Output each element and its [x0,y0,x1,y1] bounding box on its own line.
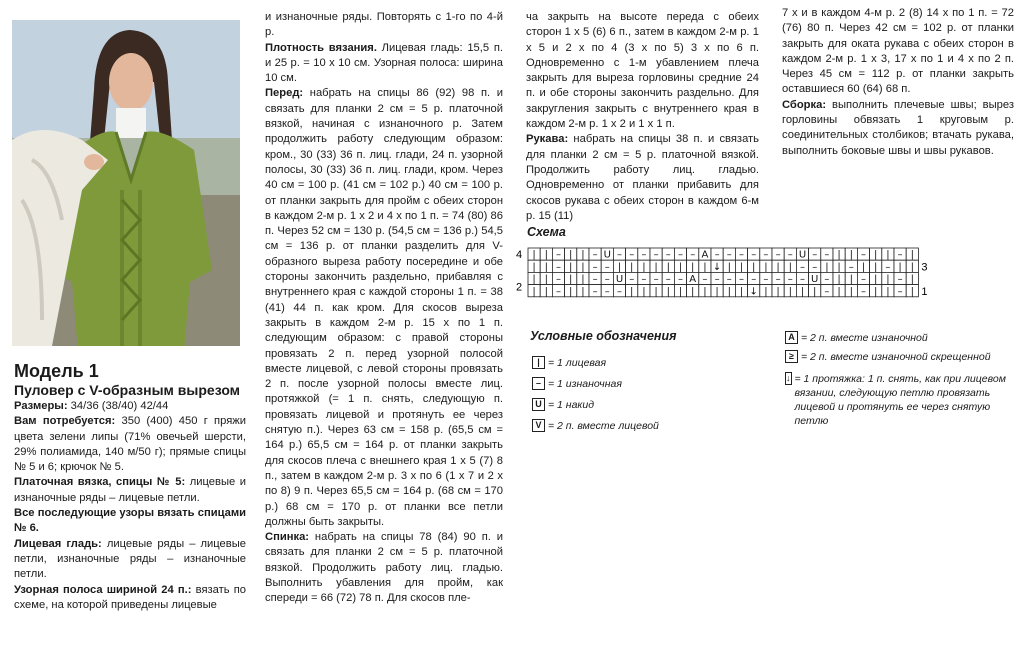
column-4 [782,6,1014,159]
paragraph-label: Рукава: [526,133,569,146]
chart-cell-symbol: – [604,274,610,286]
chart-cell-symbol: – [763,249,769,261]
chart-cell-symbol: – [641,249,647,261]
legend-symbol: ≥ [785,350,798,363]
chart-cell-symbol: – [885,261,891,273]
chart-cell-symbol: | [715,286,719,298]
chart-cell-symbol: | [678,286,683,298]
legend-item [785,350,991,363]
chart-cell-symbol: – [751,249,757,261]
chart-cell-symbol: | [764,261,768,273]
chart-cell-symbol: | [886,274,890,286]
chart-cell-symbol: | [532,274,536,286]
chart-cell-symbol: – [556,261,561,273]
chart-cell-symbol: – [678,249,683,261]
chart-cell-symbol: ↓ [712,261,722,273]
paragraph-text: 350 (400) 450 г пряжи цвета зелени липы (71% овечьей шерсти, 29% полиамида, 140 м/50 г); прямые спицы № 5 и 6; крючок № 5. [14,415,246,474]
chart-cell-symbol: | [837,274,841,286]
chart-cell-symbol: | [642,286,646,298]
chart-cell-symbol: | [691,286,695,298]
chart-cell-symbol: | [581,261,585,273]
legend-text: = 1 накид [548,398,595,411]
paragraph-label: Перед: [265,87,304,100]
chart-cell-symbol: | [886,286,890,298]
chart-cell-symbol: | [764,286,768,298]
chart-cell-symbol: | [739,261,744,273]
paragraph-text: 34/36 (38/40) 42/44 [67,400,169,412]
chart-row-label: 3 [921,261,928,274]
paragraph [526,10,759,132]
chart-cell-symbol: | [910,274,914,286]
chart-cell-symbol: – [787,249,793,261]
chart-cell-symbol: | [544,274,548,286]
chart-cell-symbol: | [874,274,878,286]
paragraph [14,537,246,583]
chart-cell-symbol: U [603,249,611,261]
chart-cell-symbol: | [837,249,841,261]
paragraph-text: Лицевая гладь: 15,5 п. и 25 р. = 10 х 10 см. Узорная полоса: ширина 10 см. [265,41,503,85]
chart-cell-symbol: – [617,249,622,261]
chart-cell-symbol: U [798,249,807,261]
chart-cell-symbol: | [532,286,536,298]
chart-cell-symbol: – [787,274,793,286]
paragraph-text: лицевые и изнаночные ряды – лицевые петли. [14,476,246,504]
chart-cell-symbol: – [592,286,598,298]
legend-symbol: ↓ [786,373,791,383]
legend-text: = 2 п. вместе изнаночной [801,331,928,344]
chart-cell-symbol: – [848,261,854,273]
chart-cell-symbol: – [726,274,732,286]
paragraph-text: набрать на спицы 38 п. и связать для планки 2 см = 5 р. платочной вязкой. Продолжить работу лиц. гладью. Одновременно от планки прибавить для скосов рукава с обеих сторон в каждом 6-м р. 15 (11) [526,133,759,222]
paragraph-text: и изнаночные ряды. Повторять с 1-го по 4-й р. [265,11,503,39]
chart-cell-symbol: | [544,261,548,273]
paragraph-label: Лицевая гладь: [14,537,102,550]
legend-item [532,419,659,432]
chart-cell-symbol: | [654,286,658,298]
chart-cell-symbol: – [739,274,744,286]
column-3 [526,10,759,224]
legend-symbol: U [532,398,545,411]
chart-cell-symbol: – [726,249,732,261]
chart-cell-symbol: – [897,249,903,261]
chart-cell-symbol: – [641,274,647,286]
paragraph-text: лицевые ряды – лицевые петли, изнаночные ряды – изнаночные петли. [14,537,246,581]
chart-cell-symbol: | [910,249,914,261]
paragraph [14,506,246,537]
paragraph-label: Платочная вязка, спицы № 5: [14,476,186,489]
chart-cell-symbol: | [813,286,817,298]
chart-cell-symbol: – [800,261,805,273]
chart-cell-symbol: – [714,274,720,286]
paragraph [14,583,246,614]
paragraph [14,399,246,414]
chart-cell-symbol: A [689,274,697,286]
chart-cell-symbol: | [752,261,756,273]
column-3-text [526,10,759,224]
legend-text: = 2 п. вместе изнаночной скрещенной [801,350,991,363]
chart-cell-symbol: | [837,286,841,298]
chart-cell-symbol: – [812,261,818,273]
chart-cell-symbol: – [592,274,598,286]
legend-item [532,377,622,390]
chart-cell-symbol: – [775,249,781,261]
chart-cell-symbol: | [666,261,670,273]
chart-cell-symbol: – [824,286,830,298]
chart-cell-symbol: – [800,274,805,286]
chart-cell-symbol: | [788,261,792,273]
paragraph-text: выполнить плечевые швы; вырез горловины обвязать 1 круговым р. соединительных столбиков; втачать рукава, выполнить боковые швы и швы рукавов. [782,98,1014,157]
legend-item [532,398,594,411]
legend-text: = 2 п. вместе лицевой [548,419,659,432]
paragraph [526,132,759,224]
chart-cell-symbol: | [898,261,902,273]
chart-cell-symbol: – [775,274,781,286]
chart-cell-symbol: – [861,286,866,298]
chart-cell-symbol: – [604,286,610,298]
legend-symbol: – [532,377,545,390]
chart-cell-symbol: ↓ [749,286,758,298]
chart-cell-symbol: – [617,286,622,298]
paragraph-label: Узорная полоса шириной 24 п.: [14,583,192,596]
chart-cell-symbol: | [569,261,573,273]
legend-title: Условные обозначения [530,329,677,343]
chart-cell-symbol: – [702,274,708,286]
chart-cell-symbol: | [861,261,866,273]
paragraph-label: Сборка: [782,98,827,111]
chart-cell-symbol: – [678,274,683,286]
chart-row-label: 4 [516,249,523,262]
chart-cell-symbol: | [874,249,878,261]
chart-cell-symbol: | [544,249,548,261]
chart-cell-symbol: | [678,261,683,273]
chart-cell-symbol: – [861,249,866,261]
legend-symbol: | [532,356,545,369]
column-2-text [265,10,503,607]
chart-cell-symbol: | [874,286,878,298]
chart-cell-symbol: | [849,286,853,298]
paragraph [14,414,246,475]
chart-cell-symbol: | [569,286,573,298]
chart-cell-symbol: – [629,274,635,286]
legend-item [785,331,928,344]
chart-cell-symbol: – [604,261,610,273]
paragraph [14,475,246,506]
chart-cell-symbol: | [849,274,853,286]
legend-item [785,372,1017,428]
chart-cell-symbol: | [617,261,622,273]
legend-symbol: A [785,331,798,344]
chart-cell-symbol: – [763,274,769,286]
model-photo [12,20,240,346]
chart-cell-symbol: U [811,274,819,286]
chart-cell-symbol: – [629,249,635,261]
chart-title: Схема [527,225,566,239]
paragraph [782,98,1014,159]
legend-text: = 1 протяжка: 1 п. снять, как при лицевом вязании, следующую петлю провязать лицевой и протянуть ее через снятую петлю [794,373,1006,427]
chart-cell-symbol: | [532,261,536,273]
chart-cell-symbol: | [776,286,780,298]
chart-cell-symbol: | [581,274,585,286]
chart-cell-symbol: | [739,286,744,298]
legend-text: = 1 изнаночная [548,377,622,390]
chart-cell-symbol: | [569,274,573,286]
column-1-text [14,399,246,613]
legend-text: = 1 лицевая [548,356,607,369]
chart-cell-symbol: | [703,261,707,273]
paragraph-label: Вам потребуется: [14,415,116,428]
chart-cell-symbol: – [592,249,598,261]
chart-row-label: 1 [921,285,928,298]
chart-cell-symbol: | [654,261,658,273]
chart-cell-symbol: – [751,274,757,286]
model-title: Модель 1 [14,361,99,381]
chart-cell-symbol: | [691,261,695,273]
paragraph [265,10,503,41]
chart-cell-symbol: | [544,286,548,298]
chart-cell-symbol: | [727,261,731,273]
chart-cell-symbol: | [532,249,536,261]
chart-cell-symbol: – [897,274,903,286]
paragraph-label: Все последующие узоры вязать спицами № 6. [14,507,246,535]
paragraph-text: набрать на спицы 78 (84) 90 п. и связать для планки 2 см = 5 р. платочной вязкой. Продолжить работу лиц. гладью. Выполнить убавления для пройм, как спереди = 66 (72) 78 п. Для скосов пле- [265,531,503,605]
chart-cell-symbol: | [825,261,829,273]
chart-cell-symbol: – [653,249,659,261]
chart-cell-symbol: | [666,286,670,298]
chart-cell-symbol: – [824,249,830,261]
chart-cell-symbol: – [653,274,659,286]
chart-cell-symbol: – [592,261,598,273]
chart-cell-symbol: | [581,286,585,298]
paragraph-text: 7 х и в каждом 4-м р. 2 (8) 14 х по 1 п. = 72 (76) 80 п. Через 42 см = 102 р. от планки закрыть для оката рукава с обеих сторон в каждом 2-м р. 1 х 3, 17 х по 1 и 4 х по 2 п. Через 45 см = 112 р. от планки закрыть оставшиеся 60 (64) 68 п. [782,7,1014,96]
chart-cell-symbol: – [556,286,561,298]
paragraph [265,41,503,87]
paragraph [265,530,503,606]
chart-cell-symbol: U [615,274,624,286]
paragraph-label: Размеры: [14,400,68,412]
chart-cell-symbol: | [776,261,780,273]
column-2 [265,10,503,607]
chart-cell-symbol: | [727,286,731,298]
chart-cell-symbol: | [837,261,841,273]
paragraph-text: набрать на спицы 86 (92) 98 п. и связать для планки 2 см = 5 р. платочной вязкой, начиная с изнаночного р. Затем продолжить работу следующим образом: кром., 30 (33) 36 п. лиц. глади, 24 п. узорной полосы, 30 (33) 36 п. лиц. глади, кром. Через 40 см = 100 р. (41 см = 102 р.) 40 см = 100 р. от планки закрыть для пройм с обеих сторон в каждом 2-м р. 1 х 2 и 4 х по 1 п. = 74 (80) 86 п. Через 52 см = 130 р. (54,5 см = 136 р.) 54,5 см = 136 р. от планки разделить для V-образного выреза работу посередине и обе стороны закончить раздельно, прибавляя с внутреннего края с каждой стороны 1 п. = 38 (41) 44 п. как кром. Для скосов выреза закрыть в каждом 2-м р. 15 х по 1 п. следующим образом: с правой стороны провязать 2 п. перед узорной полосой вместе лицевой, с левой стороны провязать 2 п. после узорной полосы вместе лиц. протяжкой (= 1 п. снять, следующую п. провязать лицевой и протянуть ее через снятую п.). Через 63 см = 158 р. (65,5 см = 164 р.) 65,5 см = 164 р. от планки закрыть для скосов плеча с внешнего края 1 х 5 (7) 8 п., затем в каждом 2-м р. 3 х по 6 (1 х 7 и 2 х по 8) 9 п. Через 65,5 см = 164 р. (68 см = 170 р.) 68 см = 170 р. от планки все петли должны быть закрыты. [265,87,503,528]
legend-item [532,356,606,369]
chart-cell-symbol: – [714,249,720,261]
chart-cell-symbol: – [824,274,830,286]
chart-cell-symbol: | [886,249,890,261]
chart-cell-symbol: | [874,261,878,273]
paragraph-label: Спинка: [265,531,310,544]
chart-cell-symbol: – [556,249,561,261]
chart-cell-symbol: – [812,249,818,261]
knitting-chart [510,238,940,318]
chart-cell-symbol: – [665,249,671,261]
chart-cell-symbol: | [569,249,573,261]
chart-cell-symbol: | [642,261,646,273]
chart-cell-symbol: | [630,261,634,273]
chart-cell-symbol: – [897,286,903,298]
paragraph-text: вязать по схеме, на которой приведены лицевые [14,583,247,611]
chart-cell-symbol: | [703,286,707,298]
chart-cell-symbol: – [739,249,744,261]
legend-symbol: V [532,419,545,432]
column-1 [14,360,246,613]
chart-cell-symbol: | [849,249,853,261]
chart-cell-symbol: | [630,286,634,298]
model-subtitle: Пуловер с V-образным вырезом [14,382,241,398]
chart-cell-symbol: – [556,274,561,286]
chart-cell-symbol: | [800,286,805,298]
chart-cell-symbol: | [581,249,585,261]
chart-cell-symbol: | [788,286,792,298]
paragraph-label: Плотность вязания. [265,41,377,54]
chart-cell-symbol: | [910,261,914,273]
chart-cell-symbol: A [701,249,709,261]
paragraph-text: ча закрыть на высоте переда с обеих сторон 1 х 5 (6) 6 п., затем в каждом 2-м р. 1 х 5 и 2 х по 4 (3 х по 5) 3 х по 6 п. Одновременно с 1-м убавлением плеча закрыть для выреза горловины средние 24 п. и обе стороны закончить раздельно. Для закругления закрыть с внутреннего края в каждом 2-м р. 1 х 2 и 1 х 1 п. [526,11,759,131]
chart-cell-symbol: – [665,274,671,286]
chart-cell-symbol: – [861,274,866,286]
chart-row-label: 2 [516,281,523,294]
column-4-text [782,6,1014,159]
chart-cell-symbol: | [910,286,914,298]
paragraph [265,86,503,530]
paragraph [782,6,1014,98]
chart-cell-symbol: – [690,249,696,261]
